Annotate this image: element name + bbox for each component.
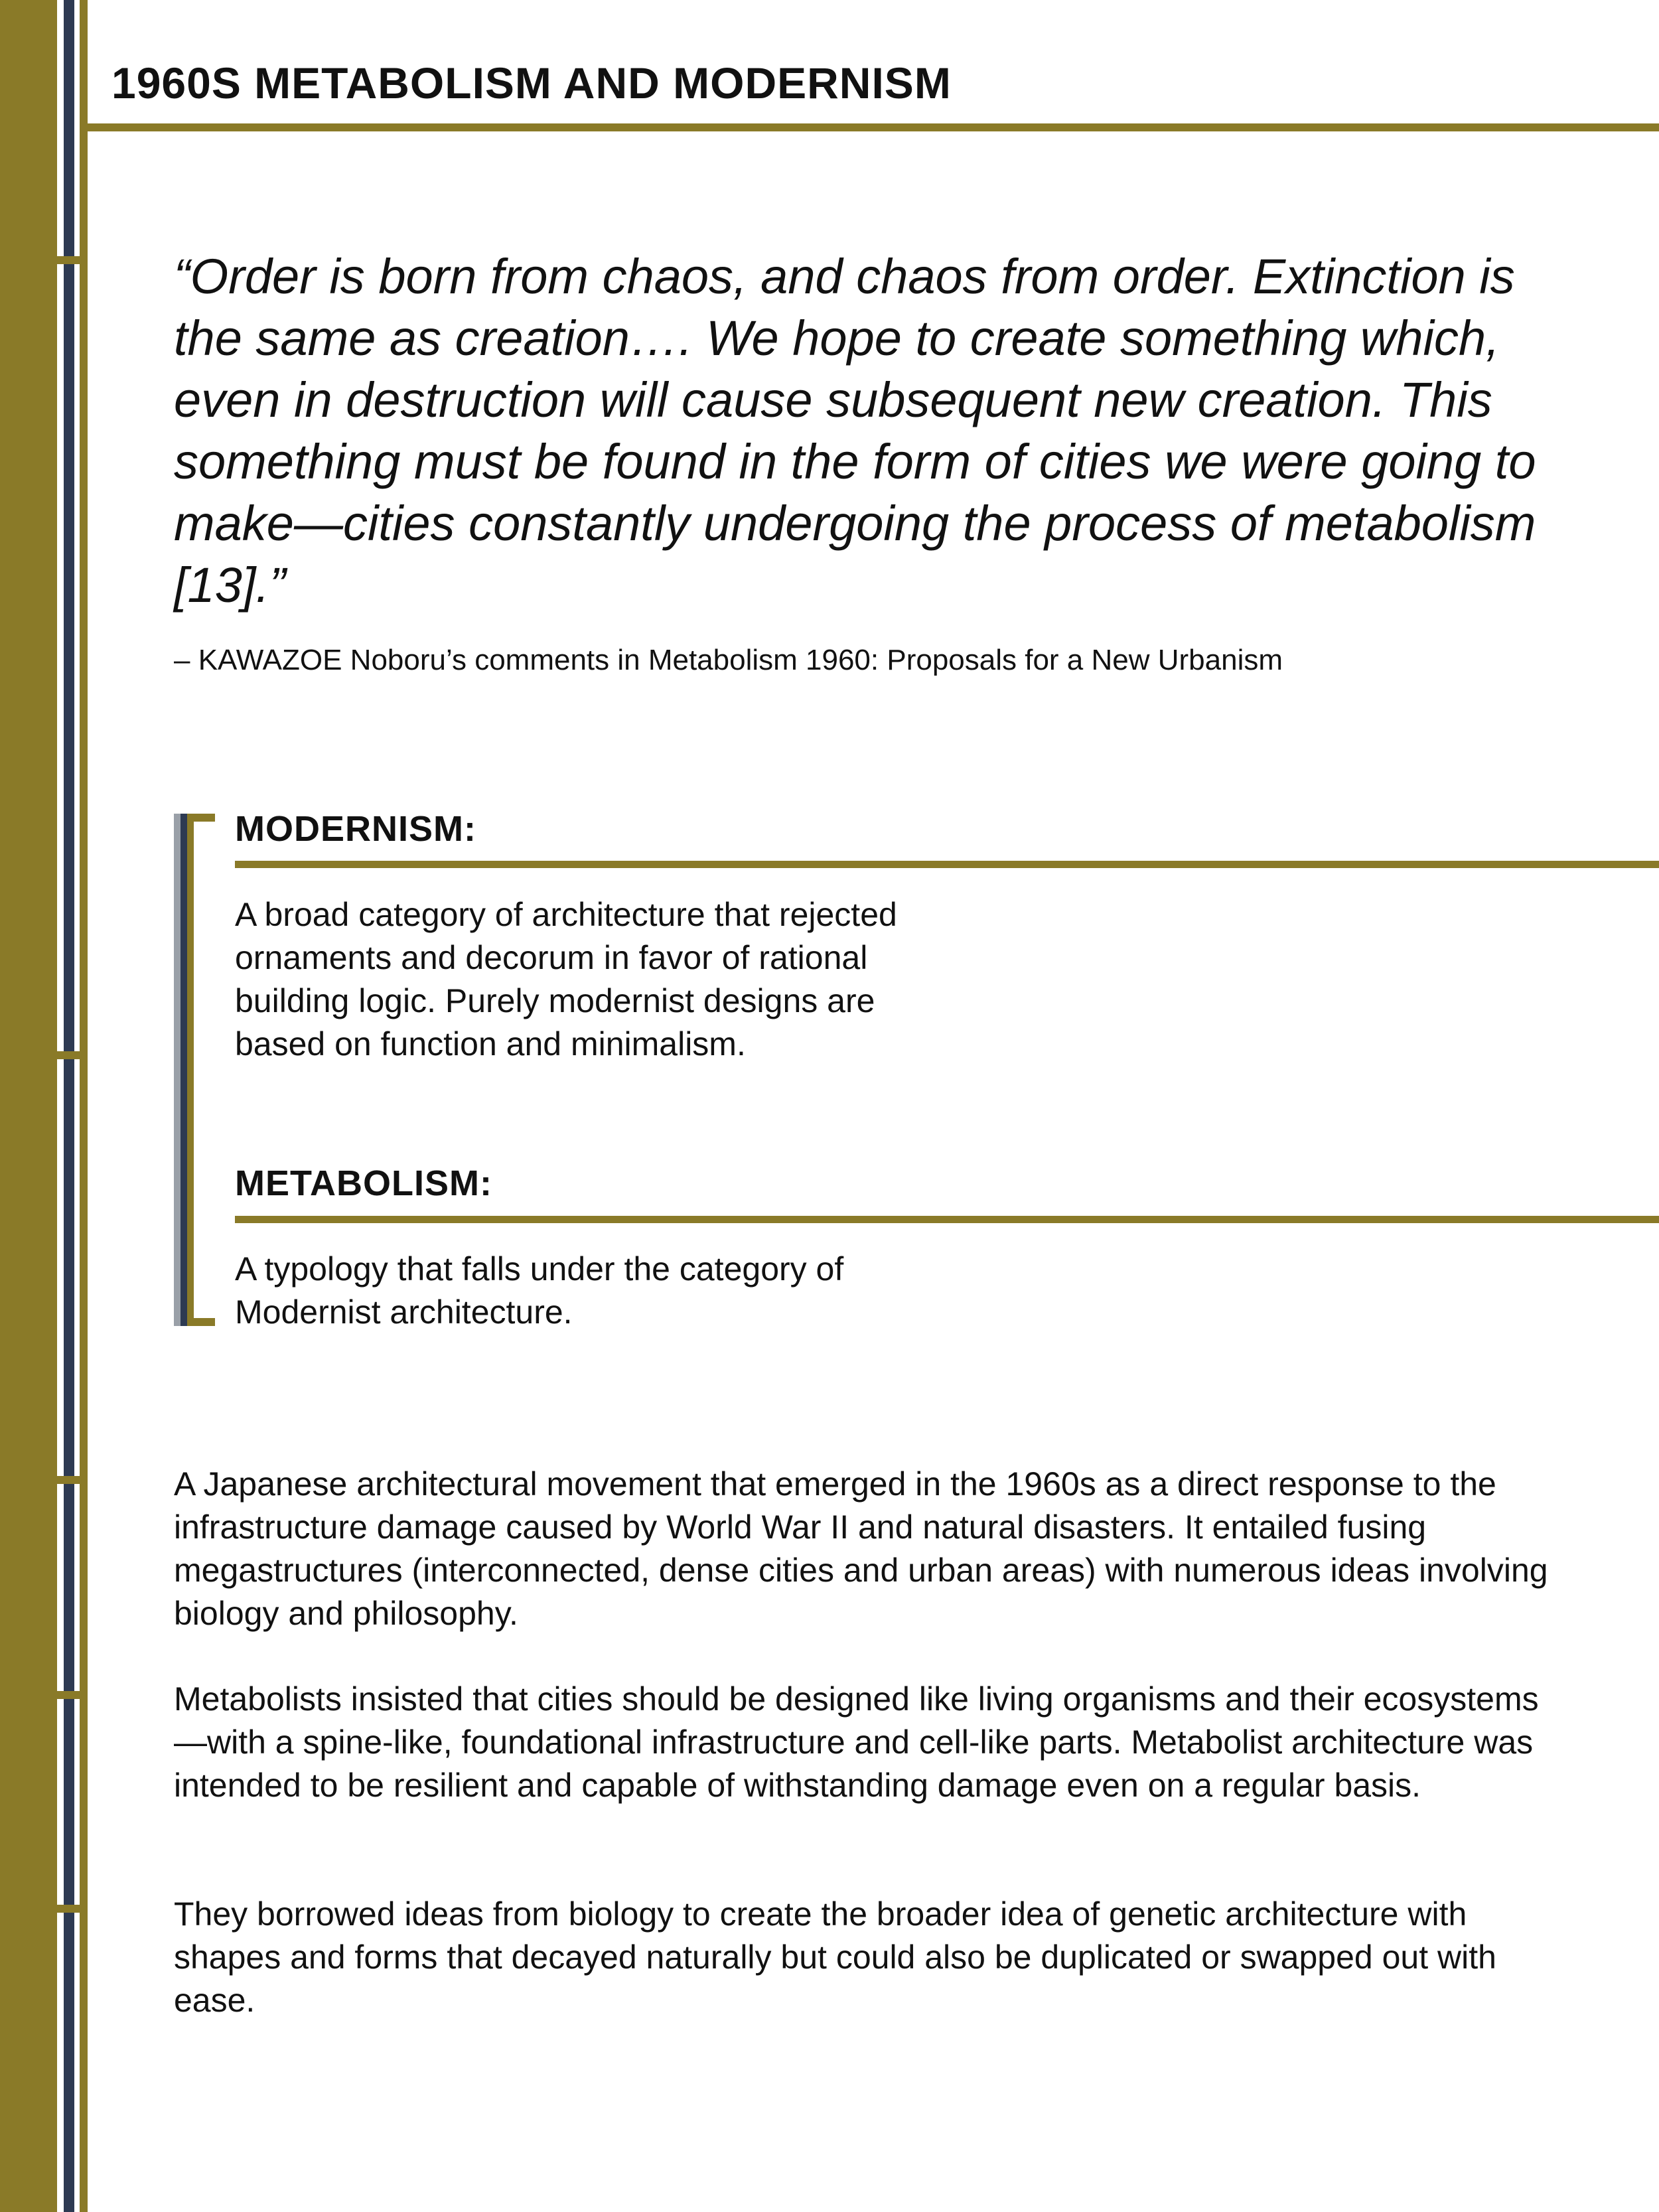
- definition-term-modernism: MODERNISM:: [235, 809, 476, 849]
- margin-tick: [57, 256, 84, 264]
- quote-text: “Order is born from chaos, and chaos from order. Extinction is the same as creation…. We hope to create something which, even in destruction will cause subsequent new creation. This something must be found in the form of cities we were going to make—cities constantly undergoing the process of metabolism [13].”: [174, 249, 1536, 613]
- margin-tick: [57, 1691, 84, 1699]
- page-title: 1960S METABOLISM AND MODERNISM: [111, 58, 952, 108]
- left-thin-gold-bar: [80, 0, 88, 2212]
- body-paragraph: Metabolists insisted that cities should be designed like living organisms and their ecosystems—with a spine-like, foundational infrastructure and cell-like parts. Metabolist architecture was intended to be resilient and capable of withstanding damage even on a regular basis.: [174, 1680, 1539, 1804]
- left-navy-bar: [64, 0, 74, 2212]
- quote-attribution: – KAWAZOE Noboru’s comments in Metabolism 1960: Proposals for a New Urbanism: [174, 644, 1283, 676]
- header-divider: [88, 123, 1659, 131]
- definition-divider: [235, 1216, 1659, 1223]
- margin-tick: [57, 1905, 84, 1913]
- definitions-bracket: [174, 814, 215, 1326]
- margin-tick: [57, 1476, 84, 1484]
- definition-text-metabolism: A typology that falls under the category of Modernist architecture.: [235, 1250, 844, 1331]
- definition-divider: [235, 861, 1659, 868]
- margin-tick: [57, 1051, 84, 1059]
- left-gold-bar: [0, 0, 57, 2212]
- body-paragraph: They borrowed ideas from biology to create the broader idea of genetic architecture with shapes and forms that decayed naturally but could also be duplicated or swapped out with ease.: [174, 1895, 1496, 2019]
- definition-text-modernism: A broad category of architecture that rejected ornaments and decorum in favor of rational building logic. Purely modernist designs are based on function and minimalism.: [235, 896, 897, 1063]
- definition-term-metabolism: METABOLISM:: [235, 1163, 492, 1203]
- body-paragraph: A Japanese architectural movement that emerged in the 1960s as a direct response to the infrastructure damage caused by World War II and natural disasters. It entailed fusing megastructures (interconnected, dense cities and urban areas) with numerous ideas involving biology and philosophy.: [174, 1465, 1548, 1632]
